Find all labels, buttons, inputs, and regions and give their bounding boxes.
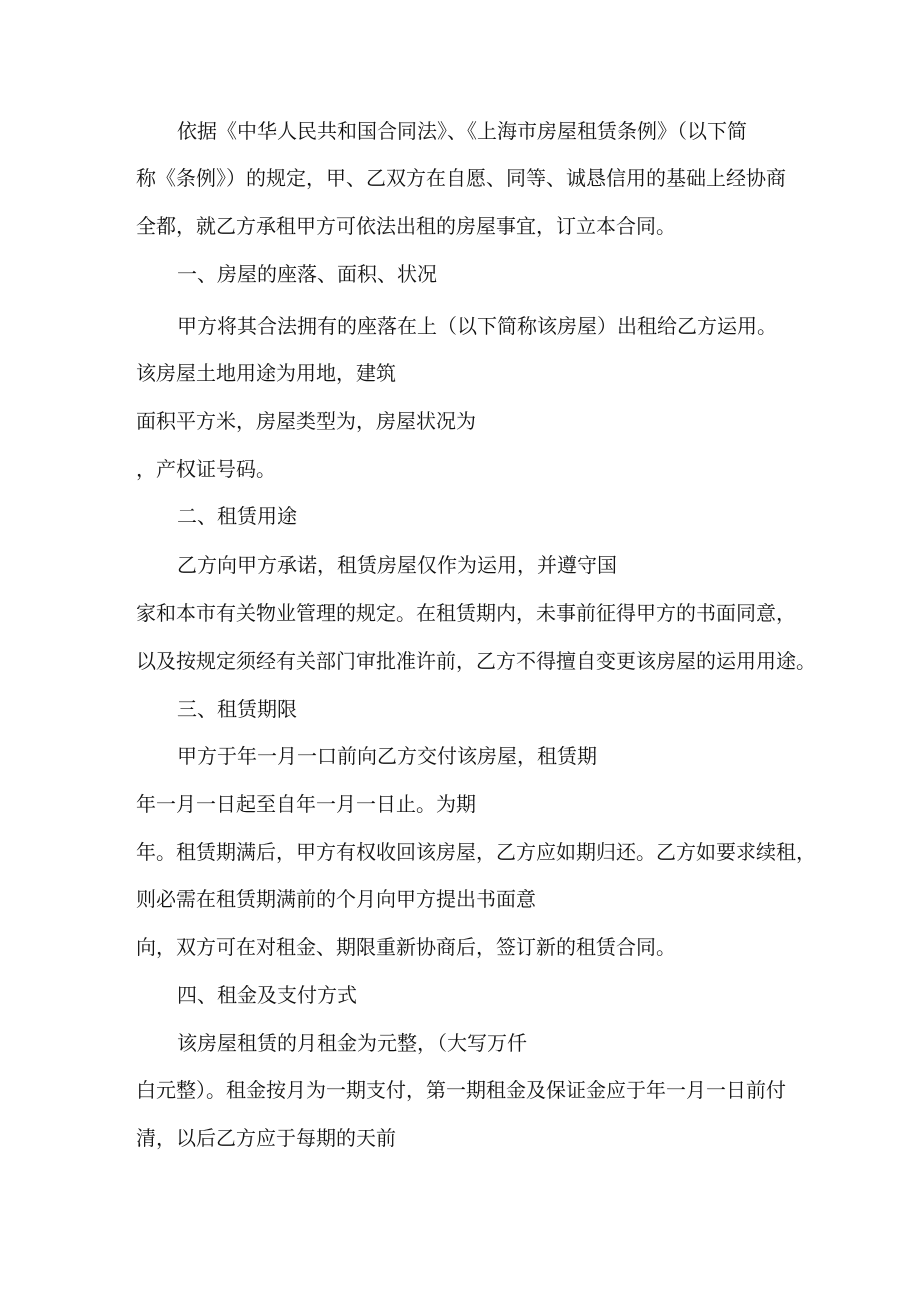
section-3-line-3: 年。租赁期满后，甲方有权收回该房屋，乙方应如期归还。乙方如要求续租， bbox=[136, 840, 816, 864]
section-2-line-1: 乙方向甲方承诺，租赁房屋仅作为运用，并遵守国 bbox=[177, 553, 617, 577]
section-1-line-4: ，产权证号码。 bbox=[136, 457, 276, 481]
section-1-line-2: 该房屋土地用途为用地，建筑 bbox=[136, 361, 396, 385]
paragraph-intro-line-3: 全都，就乙方承租甲方可依法出租的房屋事宜，订立本合同。 bbox=[136, 214, 676, 238]
section-4-line-2: 白元整）。租金按月为一期支付，第一期租金及保证金应于年一月一日前付 bbox=[136, 1078, 786, 1102]
section-heading-1: 一、房屋的座落、面积、状况 bbox=[177, 262, 437, 286]
section-heading-3: 三、租赁期限 bbox=[177, 697, 297, 721]
paragraph-intro-line-1: 依据《中华人民共和国合同法》、《上海市房屋租赁条例》（以下简 bbox=[177, 119, 747, 143]
section-1-line-3: 面积平方米，房屋类型为，房屋状况为 bbox=[136, 409, 476, 433]
section-3-line-2: 年一月一日起至自年一月一日止。为期 bbox=[136, 792, 476, 816]
section-3-line-4: 则必需在租赁期满前的个月向甲方提出书面意 bbox=[136, 887, 536, 911]
section-2-line-2: 家和本市有关物业管理的规定。在租赁期内，未事前征得甲方的书面同意， bbox=[136, 601, 796, 625]
section-3-line-5: 向，双方可在对租金、期限重新协商后，签订新的租赁合同。 bbox=[136, 935, 676, 959]
section-heading-2: 二、租赁用途 bbox=[177, 504, 297, 528]
section-2-line-3: 以及按规定须经有关部门审批准许前，乙方不得擅自变更该房屋的运用用途。 bbox=[136, 649, 816, 673]
section-4-line-3: 清，以后乙方应于每期的天前 bbox=[136, 1126, 396, 1150]
paragraph-intro-line-2: 称《条例》）的规定，甲、乙双方在自愿、同等、诚恳信用的基础上经协商 bbox=[136, 166, 786, 190]
section-heading-4: 四、租金及支付方式 bbox=[177, 983, 357, 1007]
section-1-line-1: 甲方将其合法拥有的座落在上（以下简称该房屋）出租给乙方运用。 bbox=[177, 314, 777, 338]
section-4-line-1: 该房屋租赁的月租金为元整，（大写万仟 bbox=[177, 1031, 527, 1055]
section-3-line-1: 甲方于年一月一口前向乙方交付该房屋，租赁期 bbox=[177, 744, 597, 768]
